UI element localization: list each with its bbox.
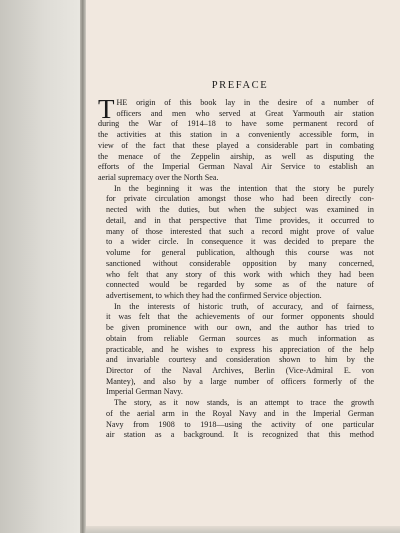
text-line: to a wider circle. In consequence it was decided to prepare the — [106, 237, 374, 247]
paragraph-4 — [98, 398, 374, 441]
text-line: advertisement, to which they had the confirmed Service objection. — [106, 290, 322, 300]
page-title: PREFACE — [211, 80, 269, 91]
text-line: be given prominence with our own, and the author has tried to — [106, 323, 374, 333]
paragraph-1 — [98, 94, 374, 184]
drop-cap: T — [98, 94, 115, 124]
text-line: In the beginning it was the intention that the story be purely — [114, 183, 374, 193]
text-line: officers and men who served at Great Yarmouth air station — [116, 108, 374, 118]
text-line: nected with the duties, but when the subject was examined in — [106, 205, 374, 215]
facing-page-edge — [0, 0, 82, 533]
text-line: for private circulation amongst those who had been directly con- — [106, 194, 374, 204]
text-line: who felt that any story of this work with which they had been — [106, 269, 374, 279]
text-line: many of those interested that such a record might prove of value — [106, 226, 374, 236]
text-line: practicable, and he wishes to express his appreciation of the help — [106, 344, 374, 354]
text-line: connected would be regarded by some as of the nature of — [106, 280, 374, 290]
text-line: and invariable courtesy and consideration shown to him by the — [106, 355, 374, 365]
text-line: obtain from reliable German sources as much information as — [106, 333, 374, 343]
text-line: detail, and in that perspective that Time provides, it occurred to — [106, 215, 374, 225]
text-line: aerial supremacy over the North Sea. — [98, 173, 219, 183]
text-line: Director of the Naval Archives, Berlin (Vice-Admiral E. von — [106, 365, 374, 375]
text-line: Mantey), and also by a large number of officers formerly of the — [106, 376, 374, 386]
text-line: Imperial German Navy. — [106, 387, 183, 397]
text-line: Navy from 1908 to 1918—using the activity of one particular — [106, 419, 374, 429]
text-line: of the aerial arm in the Royal Navy and in the Imperial German — [106, 408, 374, 418]
text-line: the menace of the Zeppelin airship, as well as disputing the — [98, 151, 374, 161]
text-line: during the War of 1914–18 to have some permanent record of — [98, 119, 374, 129]
text-line: view of the fact that these played a considerable part in combating — [98, 140, 374, 150]
preface-text-block — [98, 79, 374, 441]
text-line: air station as a background. It is recognized that this method — [106, 430, 374, 440]
text-line: it was felt that the achievements of our former opponents should — [106, 312, 374, 322]
page-bottom-edge — [86, 526, 400, 533]
paragraph-2 — [98, 184, 374, 302]
text-line: HE origin of this book lay in the desire of a number of — [116, 98, 374, 107]
text-line: The story, as it now stands, is an attempt to trace the growth — [114, 398, 374, 408]
text-line: volume for general publication, although this course was not — [106, 248, 374, 258]
text-line: In the interests of historic truth, of accuracy, and of fairness, — [114, 301, 374, 311]
text-line: the activities at this station in a conveniently accessible form, in — [98, 130, 374, 140]
text-line: sanctioned without considerable opposition by many concerned, — [106, 258, 374, 268]
text-line: efforts of the Imperial German Naval Air Service to establish an — [98, 162, 374, 172]
paragraph-3 — [98, 302, 374, 398]
